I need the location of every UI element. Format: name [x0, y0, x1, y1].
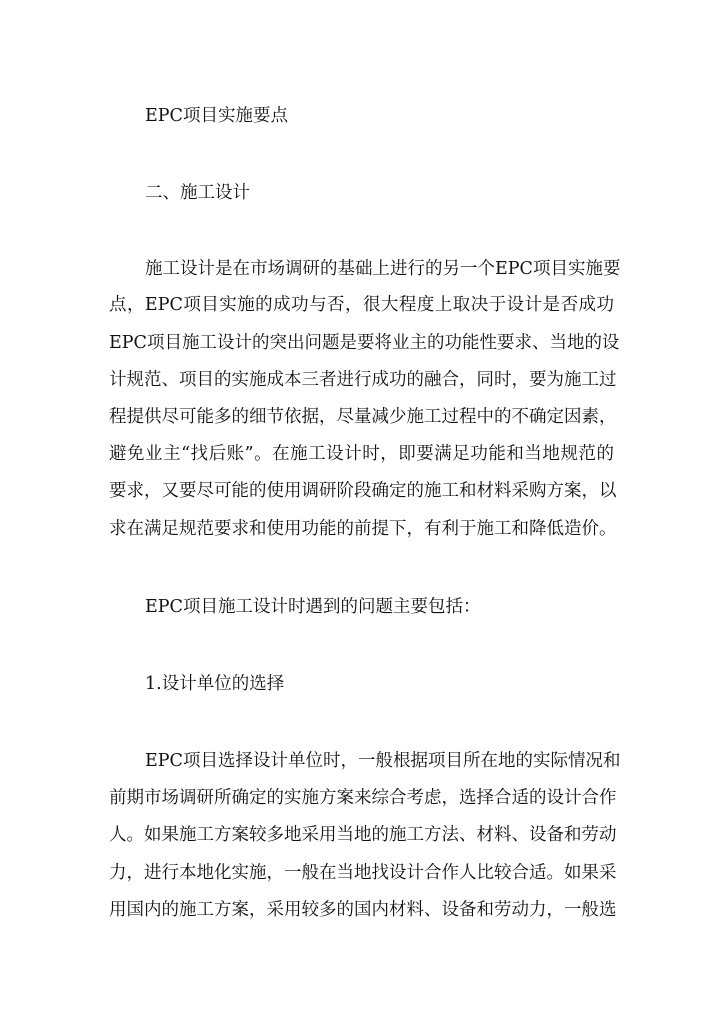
paragraph-line: 人。如果施工方案较多地采用当地的施工方法、材料、设备和劳动: [109, 825, 617, 845]
intro-line: EPC项目施工设计时遇到的问题主要包括：: [145, 597, 481, 617]
paragraph-line: 计规范、项目的实施成本三者进行成功的融合，同时，要为施工过: [109, 370, 617, 390]
paragraph-line: 要求，又要尽可能的使用调研阶段确定的施工和材料采购方案，以: [109, 481, 617, 501]
subheading: 1.设计单位的选择: [145, 674, 285, 694]
paragraph-line: 程提供尽可能多的细节依据，尽量减少施工过程中的不确定因素，: [109, 407, 617, 427]
paragraph-line: 点，EPC项目实施的成功与否，很大程度上取决于设计是否成功: [109, 295, 614, 315]
paragraph-line: 避免业主“找后账”。在施工设计时，即要满足功能和当地规范的: [109, 444, 614, 464]
paragraph-line: 力，进行本地化实施，一般在当地找设计合作人比较合适。如果采: [109, 863, 617, 883]
paragraph-line: 求在满足规范要求和使用功能的前提下，有利于施工和降低造价。: [109, 519, 617, 539]
section-heading: 二、施工设计: [145, 183, 250, 203]
paragraph-line: 用国内的施工方案，采用较多的国内材料、设备和劳动力，一般选: [109, 900, 617, 920]
paragraph-line: 施工设计是在市场调研的基础上进行的另一个EPC项目实施要: [145, 259, 621, 279]
document-title: EPC项目实施要点: [145, 106, 288, 126]
paragraph-line: 前期市场调研所确定的实施方案来综合考虑，选择合适的设计合作: [109, 788, 617, 808]
paragraph-line: EPC项目选择设计单位时，一般根据项目所在地的实际情况和: [145, 751, 621, 771]
paragraph-line: EPC项目施工设计的突出问题是要将业主的功能性要求、当地的设: [109, 333, 620, 353]
